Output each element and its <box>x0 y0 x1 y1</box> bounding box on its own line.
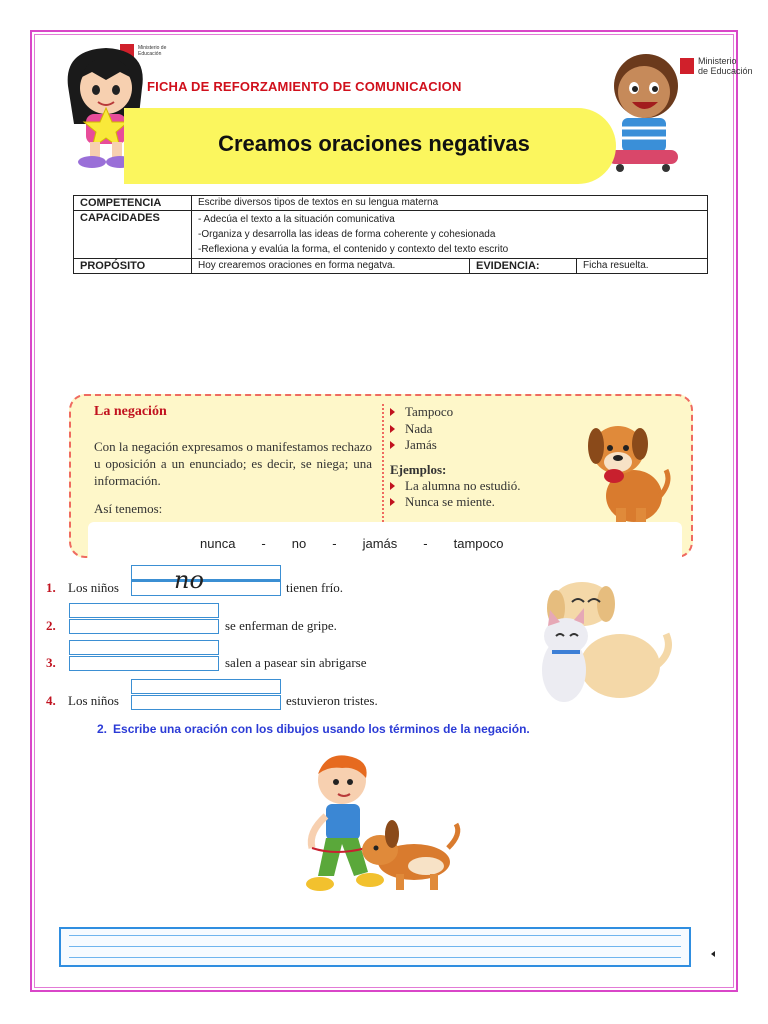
writing-line <box>69 946 681 947</box>
word-bank-item: tampoco <box>453 536 504 551</box>
exercise-2-number: 2. <box>97 722 108 736</box>
word-bank-separator: - <box>423 536 428 551</box>
writing-line <box>69 957 681 958</box>
exercise-item-suffix: tienen frío. <box>286 580 344 595</box>
word-bank-item: jamás <box>362 536 398 551</box>
list-item: La alumna no estudió. <box>390 478 521 495</box>
exercise-item-number: 4. <box>46 693 56 708</box>
negacion-divider <box>382 404 384 522</box>
writing-line <box>69 935 681 936</box>
answer-blank-top <box>69 603 219 618</box>
table-row <box>74 259 708 274</box>
negacion-list <box>390 404 521 511</box>
answer-blank-top <box>69 640 219 655</box>
answer-field-4[interactable] <box>131 695 281 710</box>
ministry-logo-left-text: Ministerio de Educación <box>138 45 167 57</box>
evidencia-label: EVIDENCIA: <box>470 259 577 274</box>
sheet-title: FICHA DE REFORZAMIENTO DE COMUNICACION <box>147 79 462 94</box>
list-item: Nunca se miente. <box>390 494 521 511</box>
negacion-text: Con la negación expresamos o manifestamos rechazo u oposición a un enunciado; es decir, se niega; una información. <box>94 439 372 488</box>
page-title: Creamos oraciones negativas <box>218 131 530 156</box>
proposito-label: PROPÓSITO <box>74 259 192 274</box>
exercise-item-number: 1. <box>46 580 56 595</box>
exercise-item-prefix: Los niños <box>68 693 119 708</box>
exercise-item-prefix: Los niños <box>68 580 119 595</box>
list-item: Tampoco <box>390 404 521 421</box>
answer-blank-top <box>131 679 281 694</box>
capacidad-item: -Reflexiona y evalúa la forma, el contenido y contexto del texto escrito <box>198 244 509 255</box>
bullet-icon <box>390 498 395 506</box>
boy-walking-dog-illustration <box>296 752 466 904</box>
writing-area[interactable] <box>59 927 691 967</box>
dog-illustration <box>580 416 672 524</box>
answer-blank-top <box>131 565 281 580</box>
word-bank-item: nunca <box>200 536 236 551</box>
word-bank-separator: - <box>332 536 337 551</box>
bullet-icon <box>390 408 395 416</box>
bullet-icon <box>390 482 395 490</box>
answer-field-3[interactable] <box>69 656 219 671</box>
ministry-logo-right-text: Ministerio de Educación <box>698 56 753 76</box>
list-item: Nada <box>390 421 521 438</box>
ministry-logo-right <box>680 56 753 76</box>
info-table <box>73 195 708 274</box>
exercise-item-suffix: estuvieron tristes. <box>286 693 378 708</box>
exercise-item-number: 3. <box>46 655 56 670</box>
table-row <box>74 196 708 211</box>
word-bank <box>200 536 600 551</box>
negacion-title: La negación <box>94 404 167 419</box>
exercise-item-number: 2. <box>46 618 56 633</box>
proposito-value: Hoy crearemos oraciones en forma negatva. <box>192 259 470 274</box>
answer-field-2[interactable] <box>69 619 219 634</box>
table-row <box>74 211 708 259</box>
competencia-label: COMPETENCIA <box>74 196 192 211</box>
word-bank-separator: - <box>261 536 266 551</box>
exercise-2-instruction <box>97 722 530 736</box>
cat-and-dog-illustration <box>520 574 676 708</box>
capacidades-value <box>192 211 708 259</box>
word-bank-item: no <box>291 536 307 551</box>
exercise-2-text: Escribe una oración con los dibujos usando los términos de la negación. <box>113 722 530 736</box>
bullet-icon <box>390 441 395 449</box>
capacidad-item: -Organiza y desarrolla las ideas de forma coherente y cohesionada <box>198 229 496 240</box>
negacion-asi-tenemos: Así tenemos: <box>94 501 163 516</box>
arrow-left-icon <box>711 951 715 957</box>
list-item: Jamás <box>390 437 521 454</box>
competencia-value: Escribe diversos tipos de textos en su lengua materna <box>192 196 708 211</box>
ejemplos-label: Ejemplos: <box>390 461 447 477</box>
capacidades-label: CAPACIDADES <box>74 211 192 259</box>
bullet-icon <box>390 425 395 433</box>
evidencia-value: Ficha resuelta. <box>577 259 708 274</box>
handwritten-answer: no <box>174 566 204 594</box>
exercise-item-suffix: salen a pasear sin abrigarse <box>225 655 367 670</box>
capacidad-item: - Adecúa el texto a la situación comunicativa <box>198 214 395 225</box>
exercise-item-suffix: se enferman de gripe. <box>225 618 337 633</box>
answer-field-1[interactable] <box>131 581 281 596</box>
